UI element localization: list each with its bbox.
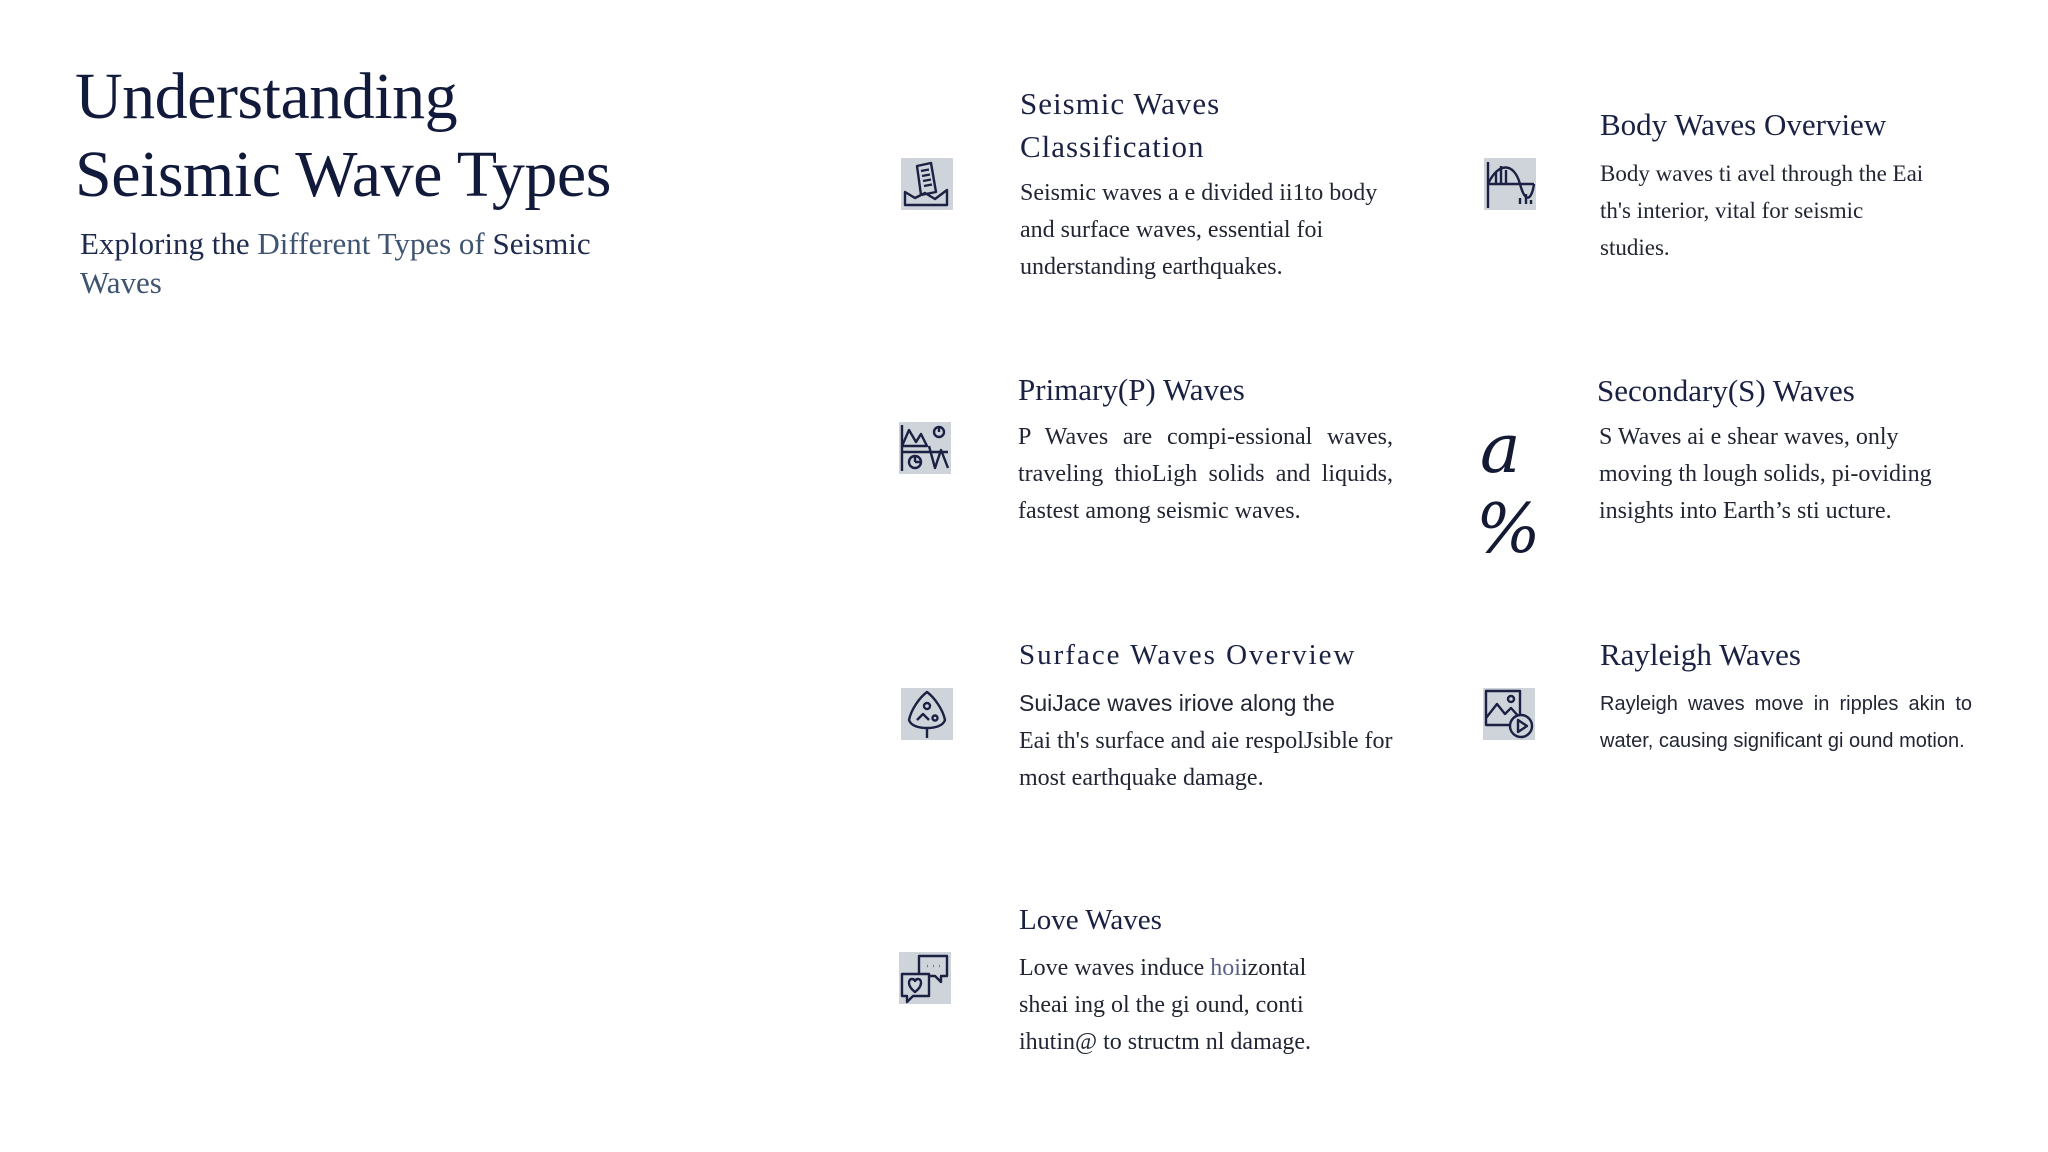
card-title: Secondary(S) Waves xyxy=(1597,373,1855,408)
card-description: Seismic waves a e divided ii1to body and surface waves, essential foi understanding earthquakes. xyxy=(1020,180,1378,280)
card-title: Rayleigh Waves xyxy=(1600,637,1801,672)
title-line-1: Understanding xyxy=(75,60,458,133)
percent-glyph-icon: a % xyxy=(1476,410,1541,569)
card-description-line-2: Eai th's surface and aie respolJsible for most earthquake damage. xyxy=(1019,728,1393,791)
card-description-line-1: SuiJace waves iriove along the xyxy=(1019,690,1335,716)
card-description: P Waves are compi-essional waves, traveling thioLigh solids and liquids, fastest among seismic waves. xyxy=(1018,424,1393,524)
subtitle-part-2: Different Types of xyxy=(257,226,485,261)
wave-chart-icon xyxy=(1484,158,1536,210)
mountain-chart-icon xyxy=(899,422,951,474)
card-description: Body waves ti avel through the Eai th's interior, vital for seismic studies. xyxy=(1600,161,1924,260)
tree-icon xyxy=(901,688,953,740)
card-title: Seismic Waves Classification xyxy=(1020,86,1221,164)
card-description: Love waves induce hoiizontal sheai ing ol the gi ound, conti ihutin@ to structm nl damage. xyxy=(1019,955,1312,1055)
card-description: S Waves ai e shear waves, only moving th lough solids, pi-oviding insights into Earth’s sti ucture. xyxy=(1599,424,1932,524)
card-description xyxy=(1019,685,1409,797)
page-title xyxy=(75,58,695,214)
card-description: Rayleigh waves move in ripples akin to water, causing significant gi ound motion. xyxy=(1600,693,1972,752)
building-collapse-icon xyxy=(901,158,953,210)
card-title: Primary(P) Waves xyxy=(1018,372,1245,407)
card-title: Love Waves xyxy=(1019,904,1162,936)
title-line-2: Seismic Wave Types xyxy=(75,138,611,211)
card-title: Surface Waves Overview xyxy=(1019,639,1357,671)
page-subtitle xyxy=(80,224,640,302)
chat-heart-icon xyxy=(899,952,951,1004)
subtitle-part-1: Exploring the xyxy=(80,226,250,261)
image-play-icon xyxy=(1483,688,1535,740)
subtitle-part-4: Waves xyxy=(80,265,162,300)
subtitle-part-3: Seismic xyxy=(492,226,591,261)
card-title: Body Waves Overview xyxy=(1600,107,1887,142)
